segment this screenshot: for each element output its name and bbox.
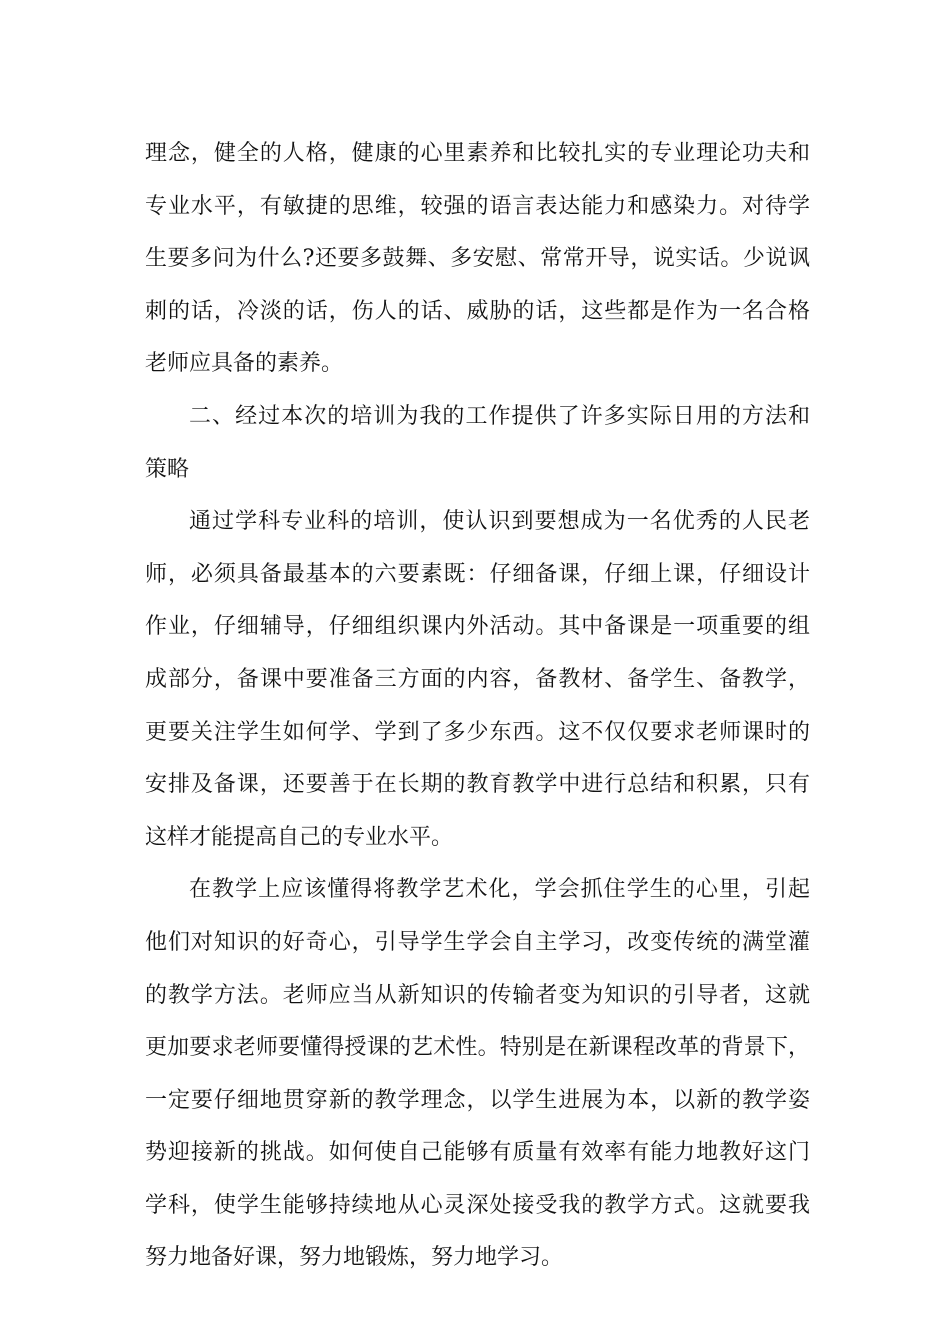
text-line: 老师应具备的素养。 bbox=[145, 351, 344, 377]
text-line: 师，必须具备最基本的六要素既：仔细备课，仔细上课，仔细设计 bbox=[145, 561, 810, 587]
text-line: 努力地备好课，努力地锻炼，努力地学习。 bbox=[145, 1245, 564, 1271]
text-line: 他们对知识的好奇心，引导学生学会自主学习，改变传统的满堂灌 bbox=[145, 929, 810, 955]
text-line: 学科，使学生能够持续地从心灵深处接受我的教学方式。这就要我 bbox=[145, 1192, 810, 1218]
text-line: 专业水平，有敏捷的思维，较强的语言表达能力和感染力。对待学 bbox=[145, 193, 810, 219]
paragraph bbox=[145, 864, 810, 1285]
text-line: 策略 bbox=[145, 456, 190, 482]
text-line: 二、经过本次的培训为我的工作提供了许多实际日用的方法和 bbox=[189, 403, 810, 429]
text-line: 成部分，备课中要准备三方面的内容，备教材、备学生、备教学， bbox=[145, 666, 810, 692]
paragraph bbox=[145, 128, 810, 391]
text-line: 势迎接新的挑战。如何使自己能够有质量有效率有能力地教好这门 bbox=[145, 1140, 810, 1166]
text-line: 这样才能提高自己的专业水平。 bbox=[145, 824, 454, 850]
text-line: 作业，仔细辅导，仔细组织课内外活动。其中备课是一项重要的组 bbox=[145, 614, 810, 640]
text-line: 理念，健全的人格，健康的心里素养和比较扎实的专业理论功夫和 bbox=[145, 141, 810, 166]
text-line: 更要关注学生如何学、学到了多少东西。这不仅仅要求老师课时的 bbox=[145, 719, 810, 745]
text-line: 一定要仔细地贯穿新的教学理念，以学生进展为本，以新的教学姿 bbox=[145, 1087, 810, 1113]
text-line: 生要多问为什么?还要多鼓舞、多安慰、常常开导，说实话。少说讽 bbox=[145, 246, 810, 272]
text-line: 在教学上应该懂得将教学艺术化，学会抓住学生的心里，引起 bbox=[189, 877, 810, 903]
text-line: 刺的话，冷淡的话，伤人的话、威胁的话，这些都是作为一名合格 bbox=[145, 298, 810, 324]
paragraph bbox=[145, 496, 810, 864]
paragraph bbox=[145, 391, 810, 496]
text-line: 安排及备课，还要善于在长期的教育教学中进行总结和积累，只有 bbox=[145, 772, 810, 798]
document-body bbox=[145, 128, 810, 1285]
text-line: 通过学科专业科的培训，使认识到要想成为一名优秀的人民老 bbox=[189, 509, 810, 535]
text-line: 更加要求老师要懂得授课的艺术性。特别是在新课程改革的背景下， bbox=[145, 1035, 810, 1061]
text-line: 的教学方法。老师应当从新知识的传输者变为知识的引导者，这就 bbox=[145, 982, 810, 1008]
